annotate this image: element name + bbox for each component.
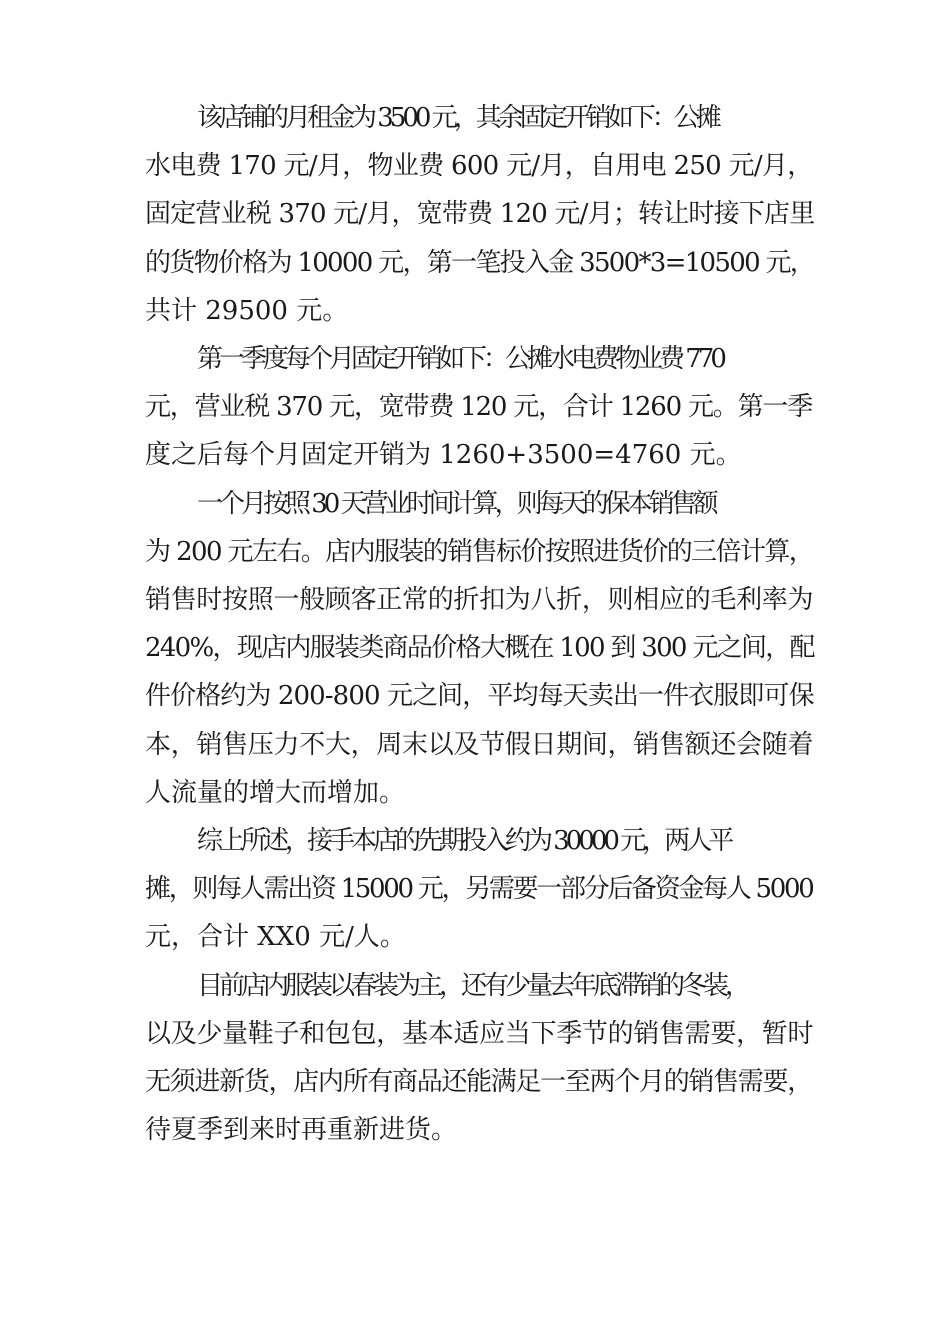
- text-line: 一个月按照 30 天营业时间计算，则每天的保本销售额: [197, 488, 715, 519]
- text-line: 无须进新货，店内所有商品还能满足一至两个月的销售需要，: [145, 1067, 812, 1098]
- text-line: 目前店内服装以春装为主，还有少量去年底滞销的冬装，: [197, 970, 748, 1001]
- text-line: 的货物价格为 10000 元，第一笔投入金 3500*3=10500 元，: [145, 247, 815, 278]
- text-line: 元，合计 XX0 元/人。: [145, 922, 406, 953]
- text-line: 摊，则每人需出资 15000 元，另需要一部分后备资金每人 5000: [145, 874, 813, 905]
- text-line: 为 200 元左右。店内服装的销售标价按照进货价的三倍计算，: [145, 536, 814, 567]
- text-line: 人流量的增大而增加。: [145, 777, 406, 808]
- text-line: 本，销售压力不大，周末以及节假日期间，销售额还会随着: [145, 729, 814, 760]
- paragraph-investment-summary: [145, 817, 813, 962]
- paragraph-break-even-sales: [145, 480, 813, 817]
- text-line: 待夏季到来时再重新进货。: [145, 1115, 458, 1146]
- text-line: 度之后每个月固定开销为 1260+3500=4760 元。: [145, 440, 742, 471]
- text-line: 该店铺的月租金为 3500 元，其余固定开销如下：公摊: [197, 103, 718, 133]
- text-line: 以及少量鞋子和包包，基本适应当下季节的销售需要，暂时: [145, 1018, 814, 1049]
- text-line: 元，营业税 370 元，宽带费 120 元，合计 1260 元。第一季: [145, 392, 813, 423]
- paragraph-first-quarter-costs: [145, 335, 813, 480]
- text-line: 第一季度每个月固定开销如下：公摊水电费物业费 770: [197, 344, 723, 375]
- text-line: 综上所述，接手本店的先期投入约为 30000 元，两人平: [197, 826, 731, 857]
- text-line: 销售时按照一般顾客正常的折扣为八折，则相应的毛利率为: [145, 585, 814, 616]
- paragraph-rent-and-fixed-costs: [145, 94, 813, 335]
- text-line: 件价格约为 200-800 元之间，平均每天卖出一件衣服即可保: [145, 681, 814, 712]
- text-line: 水电费 170 元/月，物业费 600 元/月，自用电 250 元/月，: [145, 151, 813, 182]
- text-line: 共计 29500 元。: [145, 295, 349, 326]
- document-page: [145, 94, 813, 1154]
- text-line: 固定营业税 370 元/月，宽带费 120 元/月；转让时接下店里: [145, 199, 815, 230]
- paragraph-inventory-status: [145, 962, 813, 1155]
- text-line: 240%，现店内服装类商品价格大概在 100 到 300 元之间，配: [145, 633, 814, 664]
